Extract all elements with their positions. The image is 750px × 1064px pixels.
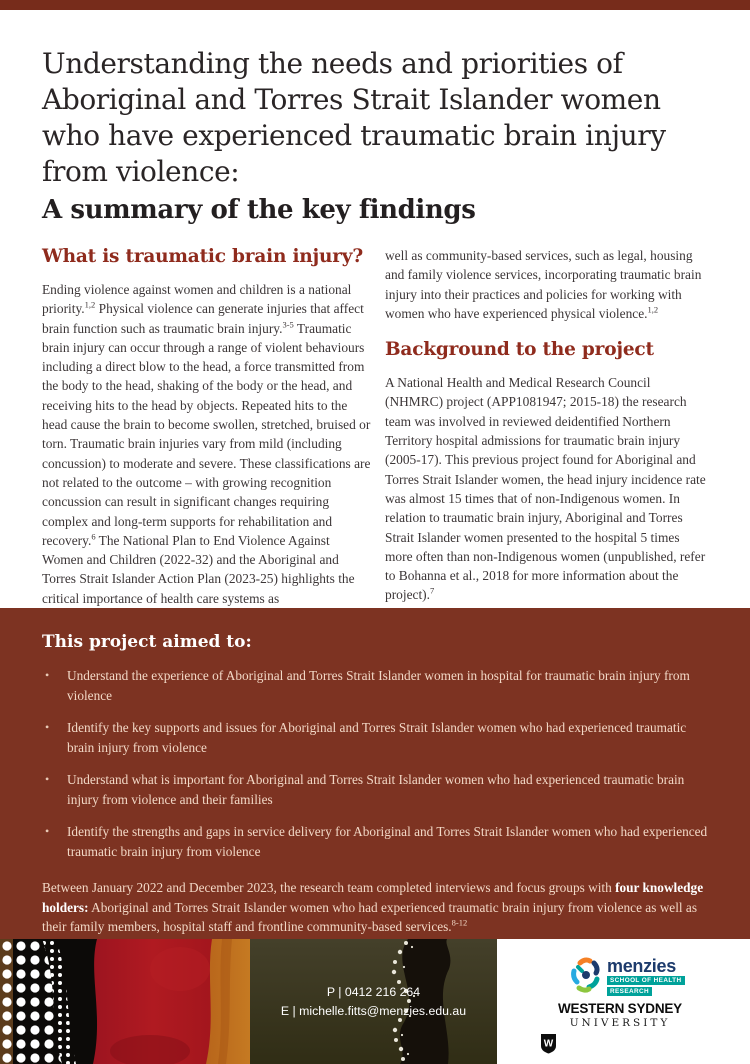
- footnote-ref: 1,2: [647, 304, 659, 315]
- menzies-school-of-health-label: SCHOOL OF HEALTH: [607, 976, 685, 986]
- project-aims-band: [0, 608, 750, 939]
- aboriginal-artwork-image: [0, 939, 250, 1064]
- left-column: [42, 246, 371, 608]
- two-column-body: [42, 246, 710, 608]
- section-heading-tbi: What is traumatic brain injury?: [42, 246, 364, 267]
- aims-bullet: • Identify the strengths and gaps in service delivery for Aboriginal and Torres Strait Islander women who had experienced traumatic brain injury from violence: [42, 822, 710, 861]
- title-line: Aboriginal and Torres Strait Islander women: [42, 83, 661, 116]
- menzies-research-label: RESEARCH: [607, 987, 652, 997]
- contact-block: [250, 983, 497, 1021]
- phone-number: P | 0412 216 264: [326, 985, 421, 999]
- email-address: E | michelle.fitts@menzies.edu.au: [280, 1004, 467, 1018]
- aims-heading: This project aimed to:: [42, 632, 252, 652]
- footnote-ref: 6: [91, 531, 96, 542]
- wsu-shield-icon: [540, 1033, 557, 1054]
- page-subtitle: A summary of the key findings: [42, 195, 476, 225]
- aims-bullet: • Understand the experience of Aboriginal and Torres Strait Islander women in hospital for traumatic brain injury from violence: [42, 666, 710, 705]
- wsu-shield-letter: W: [543, 1038, 554, 1050]
- wsu-university-label: UNIVERSITY: [569, 1017, 671, 1029]
- aims-paragraph: Between January 2022 and December 2023, the research team completed interviews and focus groups with four knowledge holders: Aboriginal and Torres Strait Islander women who had experienced traumatic brain injury from violence as well as their family members, hospital staff and frontline community-based services.$^{8-12}$: [42, 880, 704, 934]
- right-column-paragraph-2: A National Health and Medical Research Council (NHMRC) project (APP1081947; 2015-18) the research team was involved in reviewed deidentified Northern Territory hospital admissions for traumatic brain injury (2005-17). This previous project found for Aboriginal and Torres Strait Islander women, the head injury incidence rate was almost 15 times that of non-Indigenous women. In relation to traumatic brain injury, Aboriginal and Torres Strait Islander women presented to the hospital 5 times more often than non-Indigenous women (unpublished, refer to Bohanna et al., 2018 for more information about the project).$^7$: [385, 375, 706, 603]
- menzies-logo-text: [607, 955, 685, 996]
- page-title: [42, 46, 712, 228]
- title-line: from violence:: [42, 155, 240, 188]
- left-column-paragraph: Ending violence against women and children is a national priority.$^{1,2}$ Physical violence can generate injuries that affect brain function such as traumatic brain injury.$^{3-5}$ Traumatic brain injury can occur through a range of violent behaviours including a direct blow to the head, a force transmitted from the body to the head, shaking of the body or the head, and receiving hits to the head by objects. Repeated hits to the head cause the brain to become swollen, stretched, bruised or torn. Traumatic brain injuries vary from mild (including concussion) to moderate and severe. These classifications are not related to the outcome – with growing recognition concussion can result in significant changes requiring complex and long-term supports for rehabilitation and recovery.$^6$ The National Plan to End Violence Against Women and Children (2022-32) and the Aboriginal and Torres Strait Islander Action Plan (2023-25) highlights the critical importance of health care systems as: [42, 282, 371, 606]
- footnote-ref: 1,2: [84, 299, 96, 310]
- menzies-logo-icon: [570, 955, 603, 995]
- footnote-ref: 3-5: [282, 319, 294, 330]
- wsu-wordmark: WESTERN SYDNEY: [558, 1001, 682, 1016]
- title-line: Understanding the needs and priorities of: [42, 47, 623, 80]
- knowledge-holders-emphasis: four knowledge holders:: [42, 880, 704, 915]
- top-accent-bar: [0, 0, 750, 10]
- title-line: who have experienced traumatic brain injury: [42, 119, 666, 152]
- footnote-ref: 7: [429, 585, 435, 596]
- menzies-wordmark: menzies: [607, 956, 676, 976]
- aims-bullet-list: [42, 666, 710, 861]
- right-column-paragraph-1: well as community-based services, such as legal, housing and family violence services, incorporating traumatic brain injury into their practices and policies for working with women who have experienced physical violence.$^{1,2}$: [385, 248, 702, 321]
- western-sydney-university-logo: [540, 1001, 700, 1054]
- aims-bullet: • Identify the key supports and issues for Aboriginal and Torres Strait Islander women who had experienced traumatic brain injury from violence: [42, 718, 710, 757]
- footer: [0, 939, 750, 1064]
- right-column: [385, 246, 710, 608]
- footnote-ref: 8-12: [451, 917, 468, 928]
- menzies-logo: [570, 955, 685, 996]
- section-heading-background: Background to the project: [385, 339, 654, 361]
- aims-bullet: • Understand what is important for Aboriginal and Torres Strait Islander women who had experienced traumatic brain injury from violence and their families: [42, 770, 710, 809]
